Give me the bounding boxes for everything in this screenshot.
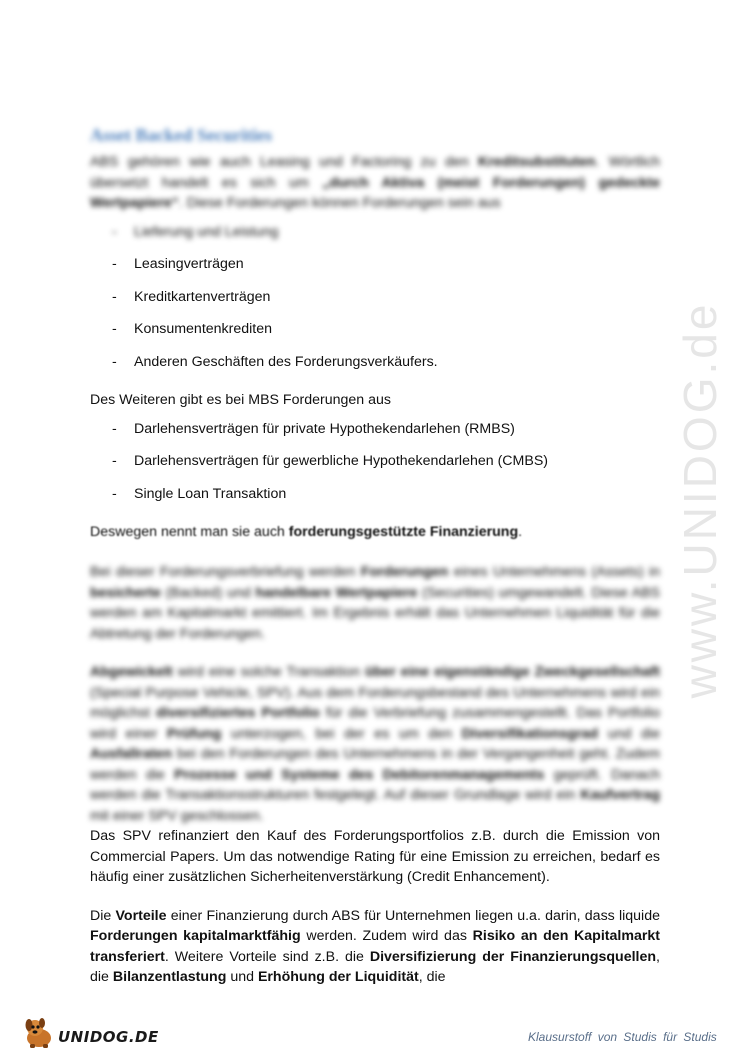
document-body	[90, 124, 660, 988]
bold-text: über eine eigenständige Zweckgesellschaft	[365, 664, 660, 680]
text-run: Deswegen nennt man sie auch	[90, 524, 289, 540]
bold-text: besicherte	[90, 584, 161, 601]
bold-text: Erhöhung der Liquidität	[257, 969, 419, 985]
bold-text: Prüfung	[166, 725, 222, 742]
blurred-intro	[90, 124, 660, 214]
bold-text: diversifiziertes Portfolio	[156, 705, 320, 721]
text-run: wird eine solche Transaktion	[172, 664, 366, 680]
text-run: (Securities) umgewandelt. Diese ABS werden am Kapitalmarkt emittiert. Im Ergebnis erhält das Unternehmen Liquidität für die Abtretung der Forderungen.	[90, 584, 660, 642]
text-run: mit einer SPV geschlossen.	[90, 807, 264, 824]
list-item: - Darlehensverträgen für private Hypothekendarlehen (RMBS)	[90, 419, 660, 452]
bold-text: forderungsgestützte Finanzierung	[288, 524, 519, 540]
mbs-line: Des Weiteren gibt es bei MBS Forderungen aus	[90, 392, 391, 408]
list-item: - Kreditkartenverträgen	[90, 287, 660, 320]
text-run: für die Verbriefung zusammengestellt. Das Portfolio wird einer	[90, 705, 660, 742]
logo-text: UNIDOG.DE	[58, 1028, 159, 1046]
text-run: eines Unternehmens (Assets) in	[448, 564, 660, 580]
text-run: Die	[90, 907, 116, 924]
bold-text: Ausfallraten	[90, 746, 172, 762]
bold-text: Kreditsubstituten	[478, 154, 596, 170]
bold-text: Diversifikationsgrad	[461, 725, 599, 742]
text-run: Bei dieser Forderungsverbriefung werden	[90, 564, 361, 580]
text-run: (Backed) und	[160, 584, 256, 601]
text-run: (Special Purpose Vehicle, SPV). Aus dem Forderungsbestand des Unternehmens wird ein möglichst	[90, 684, 660, 721]
text-run: bei den Forderungen des Unternehmens in der Vergangenheit geht. Zudem werden die	[90, 746, 660, 783]
text-run: , die	[418, 969, 446, 985]
text-run: . Wörtlich übersetzt handelt es sich um	[90, 154, 660, 191]
deswegen-line	[90, 522, 660, 544]
paragraph-spv-blurred	[90, 662, 660, 826]
bold-text: Bilanzentlastung	[112, 969, 227, 985]
list-item: - Darlehensverträgen für gewerbliche Hypothekendarlehen (CMBS)	[90, 451, 660, 484]
bold-text: handelbare Wertpapiere	[255, 584, 418, 601]
text-run: geprüft. Danach werden die Transaktionsstrukturen festgelegt. Auf dieser Grundlage wird ein	[90, 766, 660, 803]
text-run: unterzogen, bei der es um den	[221, 725, 462, 742]
bold-text: Prozesse und Systeme des Debitorenmanagements	[174, 766, 545, 783]
bold-text: Diversifizierung der Finanzierungsquellen	[369, 948, 657, 965]
intro-paragraph	[90, 152, 660, 214]
text-run: und die	[598, 725, 660, 742]
text-run: einer Finanzierung durch ABS für Unternehmen liegen u.a. darin, dass liquide	[166, 907, 660, 924]
receivables-list	[90, 222, 660, 385]
bold-text: Abgewickelt	[90, 664, 173, 680]
paragraph-securitization	[90, 562, 660, 644]
paragraph-advantages	[90, 906, 660, 988]
text-run: werden. Zudem wird das	[300, 928, 473, 944]
page-title: Asset Backed Securities	[90, 125, 272, 145]
text-run: ABS gehören wie auch Leasing und Factoring zu den	[90, 154, 478, 170]
bold-text: Risiko an den Kapitalmarkt transferiert	[90, 928, 660, 965]
list-item: - Single Loan Transaktion	[90, 484, 660, 517]
list-item: - Leasingverträgen	[90, 254, 660, 287]
text-run: , die	[90, 948, 660, 985]
paragraph-spv-clear: Das SPV refinanziert den Kauf des Forderungsportfolios z.B. durch die Emission von Commercial Papers. Um das notwendige Rating für eine Emission zu erreichen, bedarf es häufig einer zusätzlichen Sicherheitenverstärkung (Credit Enhancement).	[90, 828, 660, 885]
list-item: - Anderen Geschäften des Forderungsverkäufers.	[90, 352, 660, 385]
list-item: - Konsumentenkrediten	[90, 319, 660, 352]
paragraph-spv	[90, 662, 660, 888]
bold-text: Vorteile	[115, 907, 167, 924]
unidog-logo	[22, 1016, 159, 1050]
bold-text: Kaufvertrag	[580, 787, 660, 803]
text-run: . Diese Forderungen können Forderungen sein aus	[178, 195, 501, 211]
footer-slogan: Klausurstoff von Studis für Studis	[528, 1030, 717, 1044]
text-run: .	[518, 524, 523, 540]
bold-text: „durch Aktiva (meist Forderungen) gedeckte Wertpapiere“	[90, 174, 660, 211]
dog-icon	[22, 1016, 58, 1050]
text-run: . Weitere Vorteile sind z.B. die	[164, 948, 370, 965]
mbs-list	[90, 419, 660, 517]
bold-text: Forderungen	[360, 564, 449, 580]
text-run: und	[226, 969, 258, 985]
watermark: www.UNIDOG.de	[674, 301, 726, 699]
bold-text: Forderungen kapitalmarktfähig	[90, 928, 301, 944]
list-item: - Lieferung und Leistung	[90, 222, 660, 255]
